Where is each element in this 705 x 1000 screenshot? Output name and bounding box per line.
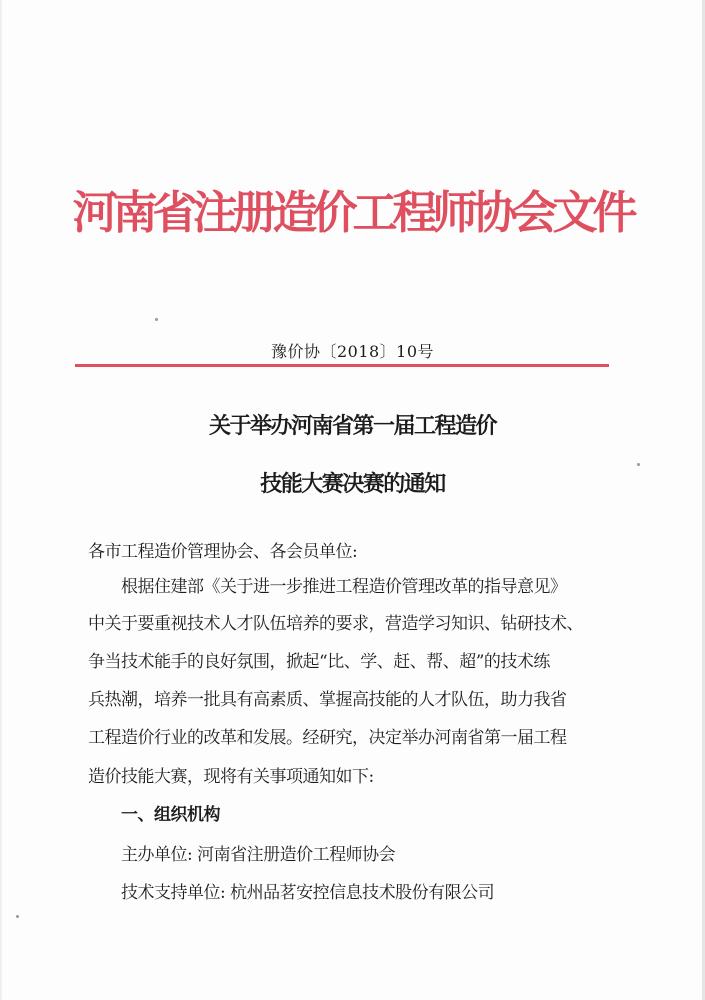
organizer-line: 主办单位: 河南省注册造价工程师协会 [121,845,396,865]
body-line: 造价技能大赛，现将有关事项通知如下: [88,767,374,787]
tech-support-line: 技术支持单位: 杭州品茗安控信息技术股份有限公司 [121,883,495,903]
body-line: 兵热潮，培养一批具有高素质、掌握高技能的人才队伍，助力我省 [88,690,567,710]
body-line: 根据住建部《关于进一步推进工程造价管理改革的指导意见》 [121,577,567,597]
document-masthead: 河南省注册造价工程师协会文件 [72,186,633,239]
notice-title-line-1: 关于举办河南省第一届工程造价 [208,414,496,439]
red-divider-rule [75,364,609,367]
document-number: 豫价协〔2018〕10号 [270,342,435,361]
notice-title-line-2: 技能大赛决赛的通知 [260,472,445,497]
body-line: 争当技术能手的良好氛围，掀起“比、学、赶、帮、超”的技术练 [88,652,550,672]
salutation: 各市工程造价管理协会、各会员单位: [88,542,358,562]
scan-edge-left [0,0,2,1000]
scan-speck [16,915,19,918]
body-line: 工程造价行业的改革和发展。经研究，决定举办河南省第一届工程 [88,728,567,748]
body-line: 中关于要重视技术人才队伍培养的要求，营造学习知识、钻研技术、 [88,614,583,634]
section-heading-organization: 一、组织机构 [121,805,220,825]
scan-speck [155,318,158,321]
scan-speck [637,463,640,466]
